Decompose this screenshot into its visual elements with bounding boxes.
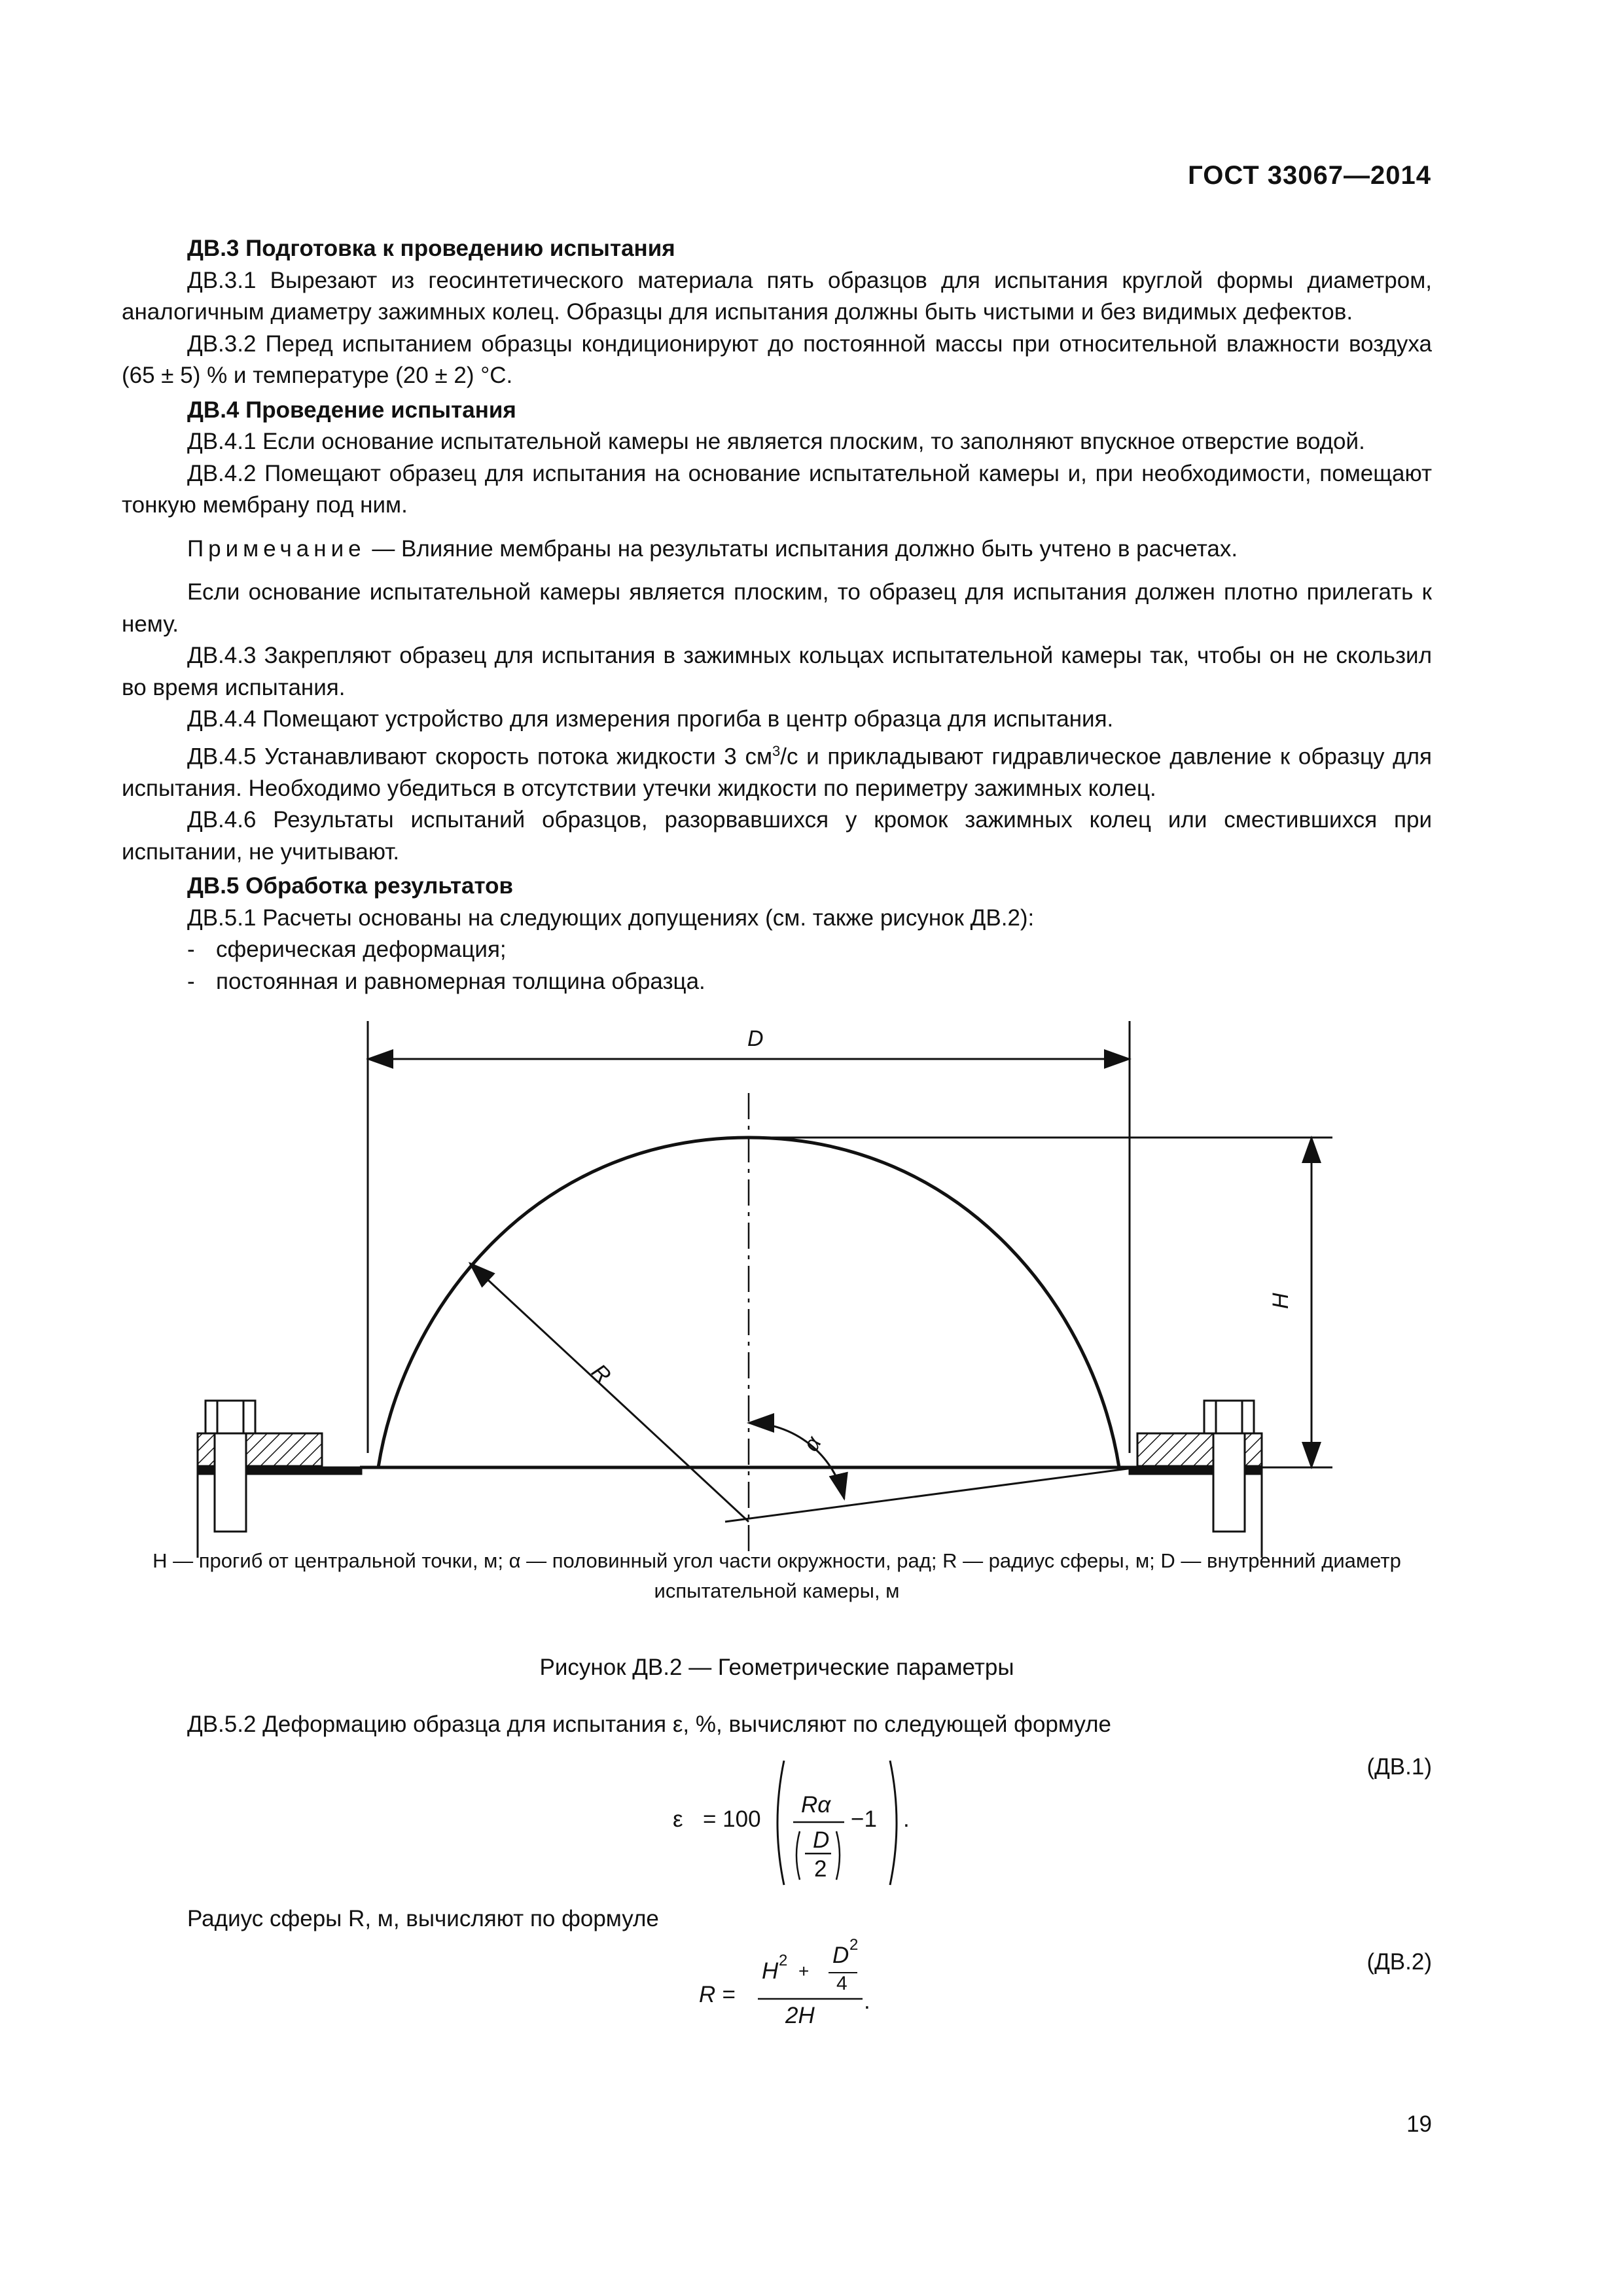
label-d: D bbox=[747, 1026, 764, 1051]
list-item bbox=[122, 966, 1432, 998]
formula1-lhs: ε bbox=[673, 1806, 683, 1832]
formula2-plus: + bbox=[798, 1961, 810, 1981]
paragraph-db3-1: ДВ.3.1 Вырезают из геосинтетического материала пять образцов для испытания круглой формы диаметром, аналогичным диаметру зажимных колец. Образцы для испытания должны быть чистыми и без видимых дефектов. bbox=[122, 267, 1432, 325]
list-dash: - bbox=[187, 937, 195, 963]
document-number: ГОСТ 33067—2014 bbox=[1188, 161, 1431, 190]
formula-strain bbox=[673, 1754, 908, 1892]
bolt-head-right bbox=[1204, 1401, 1254, 1433]
paragraph-db4-3: ДВ.4.3 Закрепляют образец для испытания в зажимных кольцах испытательной камеры так, чтобы он не скользил во время испытания. bbox=[122, 643, 1432, 700]
list-item bbox=[122, 934, 1432, 966]
paragraph-db4-1: ДВ.4.1 Если основание испытательной камеры не является плоским, то заполняют впускное отверстие водой. bbox=[187, 429, 1365, 454]
formula1-end: . bbox=[903, 1806, 910, 1832]
section-heading-db3: ДВ.3 Подготовка к проведению испытания bbox=[187, 236, 675, 261]
paragraph-db3-2: ДВ.3.2 Перед испытанием образцы кондиционируют до постоянной массы при относительной влажности воздуха (65 ± 5) % и температуре (20 ± 2) °С. bbox=[122, 331, 1432, 388]
page-number: 19 bbox=[1406, 2111, 1432, 2137]
formula1-numerator: Rα bbox=[801, 1792, 831, 1818]
formula1-eq: = 100 bbox=[703, 1806, 761, 1832]
formula1-den-num: D bbox=[813, 1827, 830, 1853]
equation-number-2: (ДВ.2) bbox=[1366, 1949, 1432, 1975]
p5-superscript: 3 bbox=[772, 742, 781, 759]
paragraph-db4-5 bbox=[122, 736, 1432, 805]
figure-caption: Рисунок ДВ.2 — Геометрические параметры bbox=[539, 1655, 1014, 1680]
formula-radius bbox=[699, 1936, 882, 2043]
figure-legend: H — прогиб от центральной точки, м; α — половинный угол части окружности, рад; R — радиус сферы, м; D — внутренний диаметр испытательной камеры, м bbox=[152, 1549, 1401, 1602]
list-item-text: сферическая деформация; bbox=[216, 937, 507, 963]
paragraph-db5-1: ДВ.5.1 Расчеты основаны на следующих допущениях (см. также рисунок ДВ.2): bbox=[187, 905, 1035, 931]
formula2-intro: Радиус сферы R, м, вычисляют по формуле bbox=[187, 1906, 659, 1931]
radius-line bbox=[470, 1263, 749, 1522]
angle-ray bbox=[725, 1467, 1137, 1522]
bolt-head-left bbox=[205, 1401, 255, 1433]
formula2-end: . bbox=[864, 1988, 870, 2014]
paragraph-flat-base: Если основание испытательной камеры является плоским, то образец для испытания должен плотно прилегать к нему. bbox=[122, 579, 1432, 637]
alpha-arc bbox=[749, 1423, 844, 1499]
section-heading-db5: ДВ.5 Обработка результатов bbox=[187, 873, 514, 899]
formula2-h-sup: 2 bbox=[779, 1952, 788, 1969]
equation-number-1: (ДВ.1) bbox=[1366, 1754, 1432, 1780]
note-label: Примечание bbox=[187, 535, 366, 562]
formula2-lhs: R = bbox=[699, 1982, 736, 2007]
bolt-shank-right bbox=[1213, 1433, 1245, 1532]
section-heading-db4: ДВ.4 Проведение испытания bbox=[187, 397, 516, 423]
paragraph-db4-4: ДВ.4.4 Помещают устройство для измерения прогиба в центр образца для испытания. bbox=[187, 706, 1114, 732]
bolt-shank-left bbox=[215, 1433, 246, 1532]
label-h: H bbox=[1268, 1293, 1293, 1309]
formula2-d-sup: 2 bbox=[849, 1936, 859, 1954]
formula2-den: 2H bbox=[785, 2003, 815, 2028]
p5-part-a: ДВ.4.5 Устанавливают скорость потока жидкости 3 см bbox=[187, 744, 773, 770]
formula1-minus-one: −1 bbox=[851, 1806, 877, 1832]
paragraph-db4-2: ДВ.4.2 Помещают образец для испытания на основание испытательной камеры и, при необходимости, помещают тонкую мембрану под ним. bbox=[122, 460, 1432, 518]
figure-db2 bbox=[122, 1021, 1432, 1564]
formula2-d: D bbox=[832, 1943, 849, 1968]
geometry-diagram bbox=[122, 1021, 1432, 1564]
p5-part-b: /с и прикладывают гидравлическое давление к образцу для испытания. Необходимо убедиться в отсутствии утечки жидкости по периметру зажимных колец. bbox=[122, 744, 1432, 801]
label-alpha: α bbox=[798, 1432, 827, 1456]
formula2-four: 4 bbox=[836, 1973, 847, 1994]
body-text bbox=[122, 230, 1432, 997]
list-dash: - bbox=[187, 968, 195, 994]
formula1-den-den: 2 bbox=[814, 1856, 827, 1882]
note bbox=[122, 533, 1432, 565]
formula1-intro: ДВ.5.2 Деформацию образца для испытания ε, %, вычисляют по следующей формуле bbox=[187, 1712, 1111, 1737]
paragraph-db4-6: ДВ.4.6 Результаты испытаний образцов, разорвавшихся у кромок зажимных колец или сместившихся при испытании, не учитывают. bbox=[122, 807, 1432, 865]
label-r: R bbox=[586, 1359, 616, 1389]
note-text: — Влияние мембраны на результаты испытания должно быть учтено в расчетах. bbox=[365, 535, 1238, 562]
formula2-h: H bbox=[762, 1958, 779, 1984]
formula1-brackets bbox=[771, 1754, 921, 1892]
list-item-text: постоянная и равномерная толщина образца. bbox=[216, 968, 705, 994]
